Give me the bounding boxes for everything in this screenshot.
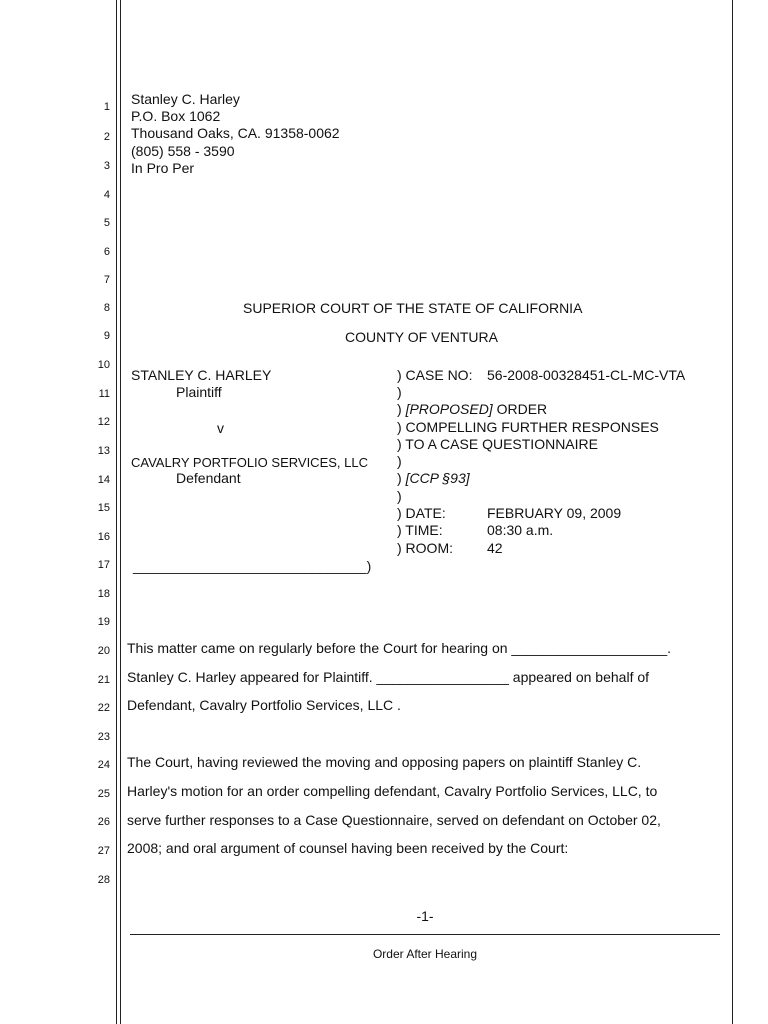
hearing-room-label: ) ROOM: [397, 540, 453, 556]
caption-paren: ) [397, 384, 402, 400]
statute-reference [397, 470, 470, 487]
line-number: 21 [97, 674, 110, 686]
line-number: 22 [97, 702, 110, 714]
left-margin-rule-inner [120, 0, 121, 1024]
plaintiff-role: Plaintiff [176, 384, 222, 400]
hearing-time-label: ) TIME: [397, 522, 443, 538]
body-line: This matter came on regularly before the Court for hearing on ____________________. [127, 640, 672, 656]
versus: v [217, 420, 224, 436]
footer-title: Order After Hearing [372, 947, 478, 961]
caption-paren: ) [397, 488, 402, 504]
body-line: Stanley C. Harley appeared for Plaintiff. _________________ appeared on behalf of [127, 669, 650, 685]
body-line: Defendant, Cavalry Portfolio Services, LLC . [127, 697, 401, 713]
line-number: 28 [97, 874, 110, 886]
filer-status: In Pro Per [131, 160, 195, 176]
body-line: 2008; and oral argument of counsel having been received by the Court: [127, 840, 569, 856]
left-margin-rule-outer [116, 0, 117, 1024]
line-number: 17 [97, 559, 110, 571]
line-number: 13 [97, 445, 110, 457]
hearing-date-label: ) DATE: [397, 505, 446, 521]
body-line: Harley's motion for an order compelling defendant, Cavalry Portfolio Services, LLC, to [127, 783, 658, 799]
filer-po-box: P.O. Box 1062 [131, 108, 221, 124]
line-number: 12 [97, 416, 110, 428]
defendant-role: Defendant [176, 470, 241, 486]
line-number: 8 [103, 302, 110, 314]
line-number: 19 [97, 616, 110, 628]
caption-paren: ) [397, 453, 402, 469]
line-number: 11 [98, 388, 110, 400]
hearing-date-value: FEBRUARY 09, 2009 [487, 505, 622, 521]
plaintiff-name: STANLEY C. HARLEY [131, 367, 272, 383]
line-number: 25 [97, 788, 110, 800]
line-number: 5 [103, 217, 110, 229]
document-title-line1 [397, 401, 547, 418]
line-number: 18 [97, 588, 110, 600]
document-title-line2: ) COMPELLING FURTHER RESPONSES [397, 419, 659, 435]
court-name: SUPERIOR COURT OF THE STATE OF CALIFORNIA [243, 300, 583, 316]
line-number: 27 [97, 845, 110, 857]
line-number: 3 [103, 160, 110, 172]
line-number: 15 [97, 502, 110, 514]
line-number: 24 [97, 759, 110, 771]
line-number: 14 [97, 474, 110, 486]
line-number: 16 [97, 531, 110, 543]
right-margin-rule [732, 0, 733, 1024]
defendant-name: CAVALRY PORTFOLIO SERVICES, LLC [131, 455, 368, 470]
line-number: 20 [97, 645, 110, 657]
court-county: COUNTY OF VENTURA [345, 329, 498, 345]
paren-prefix: ) [397, 470, 406, 486]
order-label: ORDER [492, 401, 548, 417]
document-title-line3: ) TO A CASE QUESTIONNAIRE [397, 436, 598, 452]
filer-phone: (805) 558 - 3590 [131, 143, 235, 159]
line-number: 10 [97, 359, 110, 371]
line-number: 23 [97, 731, 110, 743]
body-line: serve further responses to a Case Questionnaire, served on defendant on October 02, [127, 812, 661, 828]
line-number: 4 [103, 189, 110, 201]
body-line: The Court, having reviewed the moving and opposing papers on plaintiff Stanley C. [127, 754, 642, 770]
line-number: 2 [103, 131, 110, 143]
ccp-citation: [CCP §93] [405, 470, 470, 486]
proposed-label: [PROPOSED] [405, 401, 493, 417]
case-number-value: 56-2008-00328451-CL-MC-VTA [487, 367, 686, 383]
paren-prefix: ) [397, 401, 406, 417]
filer-name: Stanley C. Harley [131, 91, 240, 107]
footer-rule [130, 934, 720, 935]
hearing-time-value: 08:30 a.m. [487, 522, 554, 538]
line-number: 6 [103, 246, 110, 258]
line-number: 9 [103, 330, 110, 342]
line-number: 26 [97, 816, 110, 828]
line-number: 7 [103, 274, 110, 286]
caption-bottom-rule: ______________________________) [133, 558, 372, 574]
page-number: -1- [416, 908, 434, 924]
line-number: 1 [103, 101, 110, 113]
case-number-label: ) CASE NO: [397, 367, 473, 383]
hearing-room-value: 42 [487, 540, 503, 556]
filer-city: Thousand Oaks, CA. 91358-0062 [131, 125, 340, 141]
